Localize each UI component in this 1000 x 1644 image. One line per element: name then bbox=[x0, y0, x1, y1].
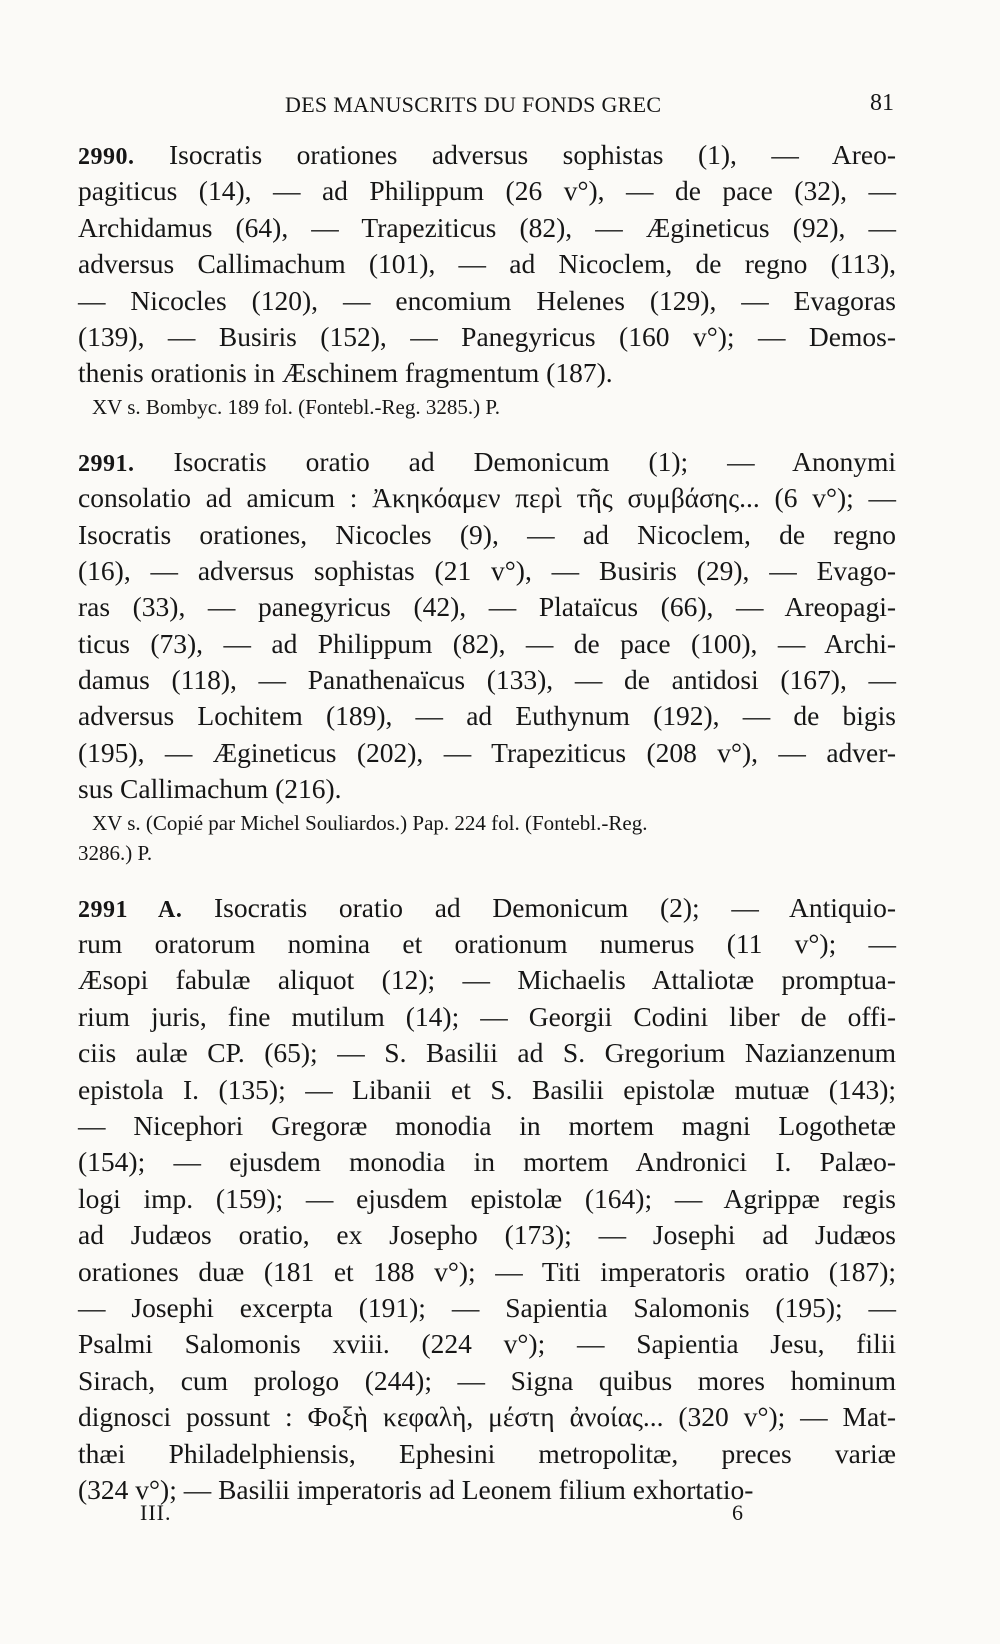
catalogue-entry bbox=[78, 444, 896, 868]
entry-text-line bbox=[78, 1072, 896, 1108]
entry-text-line bbox=[78, 283, 896, 319]
entry-text: damus (118), — Panathenaïcus (133), — de antidosi (167), — bbox=[78, 664, 896, 696]
entry-text: logi imp. (159); — ejusdem epistolæ (164); — Agrippæ regis bbox=[78, 1182, 896, 1214]
entry-text: pagiticus (14), — ad Philippum (26 v°), — de pace (32), — bbox=[78, 175, 896, 207]
entry-text: Æsopi fabulæ aliquot (12); — Michaelis Attaliotæ promptua- bbox=[78, 964, 896, 996]
entry-text-line bbox=[78, 1363, 896, 1399]
entry-text-line bbox=[78, 926, 896, 962]
page-header bbox=[80, 88, 894, 124]
entry-text-line bbox=[78, 771, 896, 807]
running-title: DES MANUSCRITS DU FONDS GREC bbox=[285, 92, 662, 117]
entry-text-line bbox=[78, 355, 896, 391]
entry-text: dignosci possunt : Φοξὴ κεφαλὴ, μέστη ἀνοίας... (320 v°); — Mat- bbox=[78, 1401, 896, 1433]
entry-gap bbox=[78, 868, 896, 890]
entry-text: — Nicephori Gregoræ monodia in mortem magni Logothetæ bbox=[78, 1109, 896, 1141]
entry-text: Sirach, cum prologo (244); — Signa quibus mores hominum bbox=[78, 1364, 896, 1396]
entry-text: Isocratis orationes, Nicocles (9), — ad Nicoclem, de regno bbox=[78, 518, 896, 550]
entry-text-line bbox=[78, 1254, 896, 1290]
entry-text-line bbox=[78, 553, 896, 589]
entry-text: (154); — ejusdem monodia in mortem Andronici I. Palæo- bbox=[78, 1146, 896, 1178]
page-number: 81 bbox=[870, 90, 894, 116]
entry-text: (16), — adversus sophistas (21 v°), — Busiris (29), — Evago- bbox=[78, 554, 896, 586]
catalogue-body bbox=[78, 137, 896, 1508]
entry-text: rium juris, fine mutilum (14); — Georgii Codini liber de offi- bbox=[78, 1000, 896, 1032]
entry-text: rum oratorum nomina et orationum numerus (11 v°); — bbox=[78, 928, 896, 960]
entry-text-line bbox=[78, 1144, 896, 1180]
entry-text-line bbox=[78, 1326, 896, 1362]
entry-text-line bbox=[78, 962, 896, 998]
entry-text-line bbox=[78, 1399, 896, 1435]
entry-text-line bbox=[78, 1035, 896, 1071]
entry-text-line bbox=[78, 890, 896, 926]
entry-text-line bbox=[78, 662, 896, 698]
entry-text: ras (33), — panegyricus (42), — Plataïcus (66), — Areopagi- bbox=[78, 591, 896, 623]
entry-text-line bbox=[78, 698, 896, 734]
entry-text: consolatio ad amicum : Ἀκηκόαμεν περὶ τῆς συμβάσης... (6 v°); — bbox=[78, 482, 896, 514]
entry-text: sus Callimachum (216). bbox=[78, 773, 342, 805]
entry-gap bbox=[78, 422, 896, 444]
entry-text-line bbox=[78, 626, 896, 662]
entry-text: (324 v°); — Basilii imperatoris ad Leonem filium exhortatio- bbox=[78, 1473, 754, 1505]
entry-text: Isocratis oratio ad Demonicum (2); — Antiquio- bbox=[182, 891, 896, 923]
page-footer bbox=[140, 1500, 790, 1530]
entry-text-line bbox=[78, 319, 896, 355]
entry-text: orationes duæ (181 et 188 v°); — Titi imperatoris oratio (187); bbox=[78, 1255, 896, 1287]
entry-text-line bbox=[78, 999, 896, 1035]
entry-description: XV s. Bombyc. 189 fol. (Fontebl.-Reg. 3285.) P. bbox=[92, 394, 500, 419]
entry-text: adversus Lochitem (189), — ad Euthynum (192), — de bigis bbox=[78, 700, 896, 732]
entry-text: ad Judæos oratio, ex Josepho (173); — Josephi ad Judæos bbox=[78, 1219, 896, 1251]
entry-text-line bbox=[78, 210, 896, 246]
entry-text-line bbox=[78, 246, 896, 282]
entry-text-line bbox=[78, 1290, 896, 1326]
entry-number: 2991. bbox=[78, 450, 135, 477]
entry-text-line bbox=[78, 173, 896, 209]
catalogue-entry bbox=[78, 890, 896, 1509]
entry-number: 2990. bbox=[78, 144, 135, 170]
entry-text: — Nicocles (120), — encomium Helenes (129), — Evagoras bbox=[78, 284, 896, 316]
volume-signature: III. bbox=[140, 1500, 172, 1525]
entry-text: ticus (73), — ad Philippum (82), — de pace (100), — Archi- bbox=[78, 627, 896, 659]
entry-text-line bbox=[78, 517, 896, 553]
entry-text-line bbox=[78, 735, 896, 771]
entry-text: (195), — Ægineticus (202), — Trapeziticus (208 v°), — adver- bbox=[78, 736, 896, 768]
entry-text: epistola I. (135); — Libanii et S. Basilii epistolæ mutuæ (143); bbox=[78, 1073, 896, 1105]
entry-text-line bbox=[78, 444, 896, 480]
entry-text: Archidamus (64), — Trapeziticus (82), — Ægineticus (92), — bbox=[78, 211, 896, 243]
entry-text: thæi Philadelphiensis, Ephesini metropolitæ, preces variæ bbox=[78, 1437, 896, 1469]
catalogue-entry bbox=[78, 137, 896, 422]
entry-text-line bbox=[78, 1108, 896, 1144]
entry-text: ciis aulæ CP. (65); — S. Basilii ad S. Gregorium Nazianzenum bbox=[78, 1037, 896, 1069]
entry-text-line bbox=[78, 589, 896, 625]
entry-description: XV s. (Copié par Michel Souliardos.) Pap. 224 fol. (Fontebl.-Reg. bbox=[92, 810, 648, 835]
entry-text-line bbox=[78, 1436, 896, 1472]
entry-text-line bbox=[78, 137, 896, 173]
entry-text: Psalmi Salomonis xviii. (224 v°); — Sapientia Jesu, filii bbox=[78, 1328, 896, 1360]
sheet-number: 6 bbox=[732, 1500, 743, 1525]
entry-text: Isocratis oratio ad Demonicum (1); — Anonymi bbox=[134, 445, 896, 477]
entry-description: 3286.) P. bbox=[78, 840, 153, 865]
entry-text-line bbox=[78, 1217, 896, 1253]
entry-text: (139), — Busiris (152), — Panegyricus (160 v°); — Demos- bbox=[78, 320, 896, 352]
entry-text: Isocratis orationes adversus sophistas (1), — Areo- bbox=[134, 139, 896, 170]
entry-text: thenis orationis in Æschinem fragmentum (187). bbox=[78, 357, 613, 389]
entry-number: 2991 A. bbox=[78, 896, 183, 923]
entry-text: — Josephi excerpta (191); — Sapientia Salomonis (195); — bbox=[78, 1291, 896, 1323]
entry-text: adversus Callimachum (101), — ad Nicoclem, de regno (113), bbox=[78, 248, 896, 280]
entry-text-line bbox=[78, 480, 896, 516]
entry-text-line bbox=[78, 1181, 896, 1217]
